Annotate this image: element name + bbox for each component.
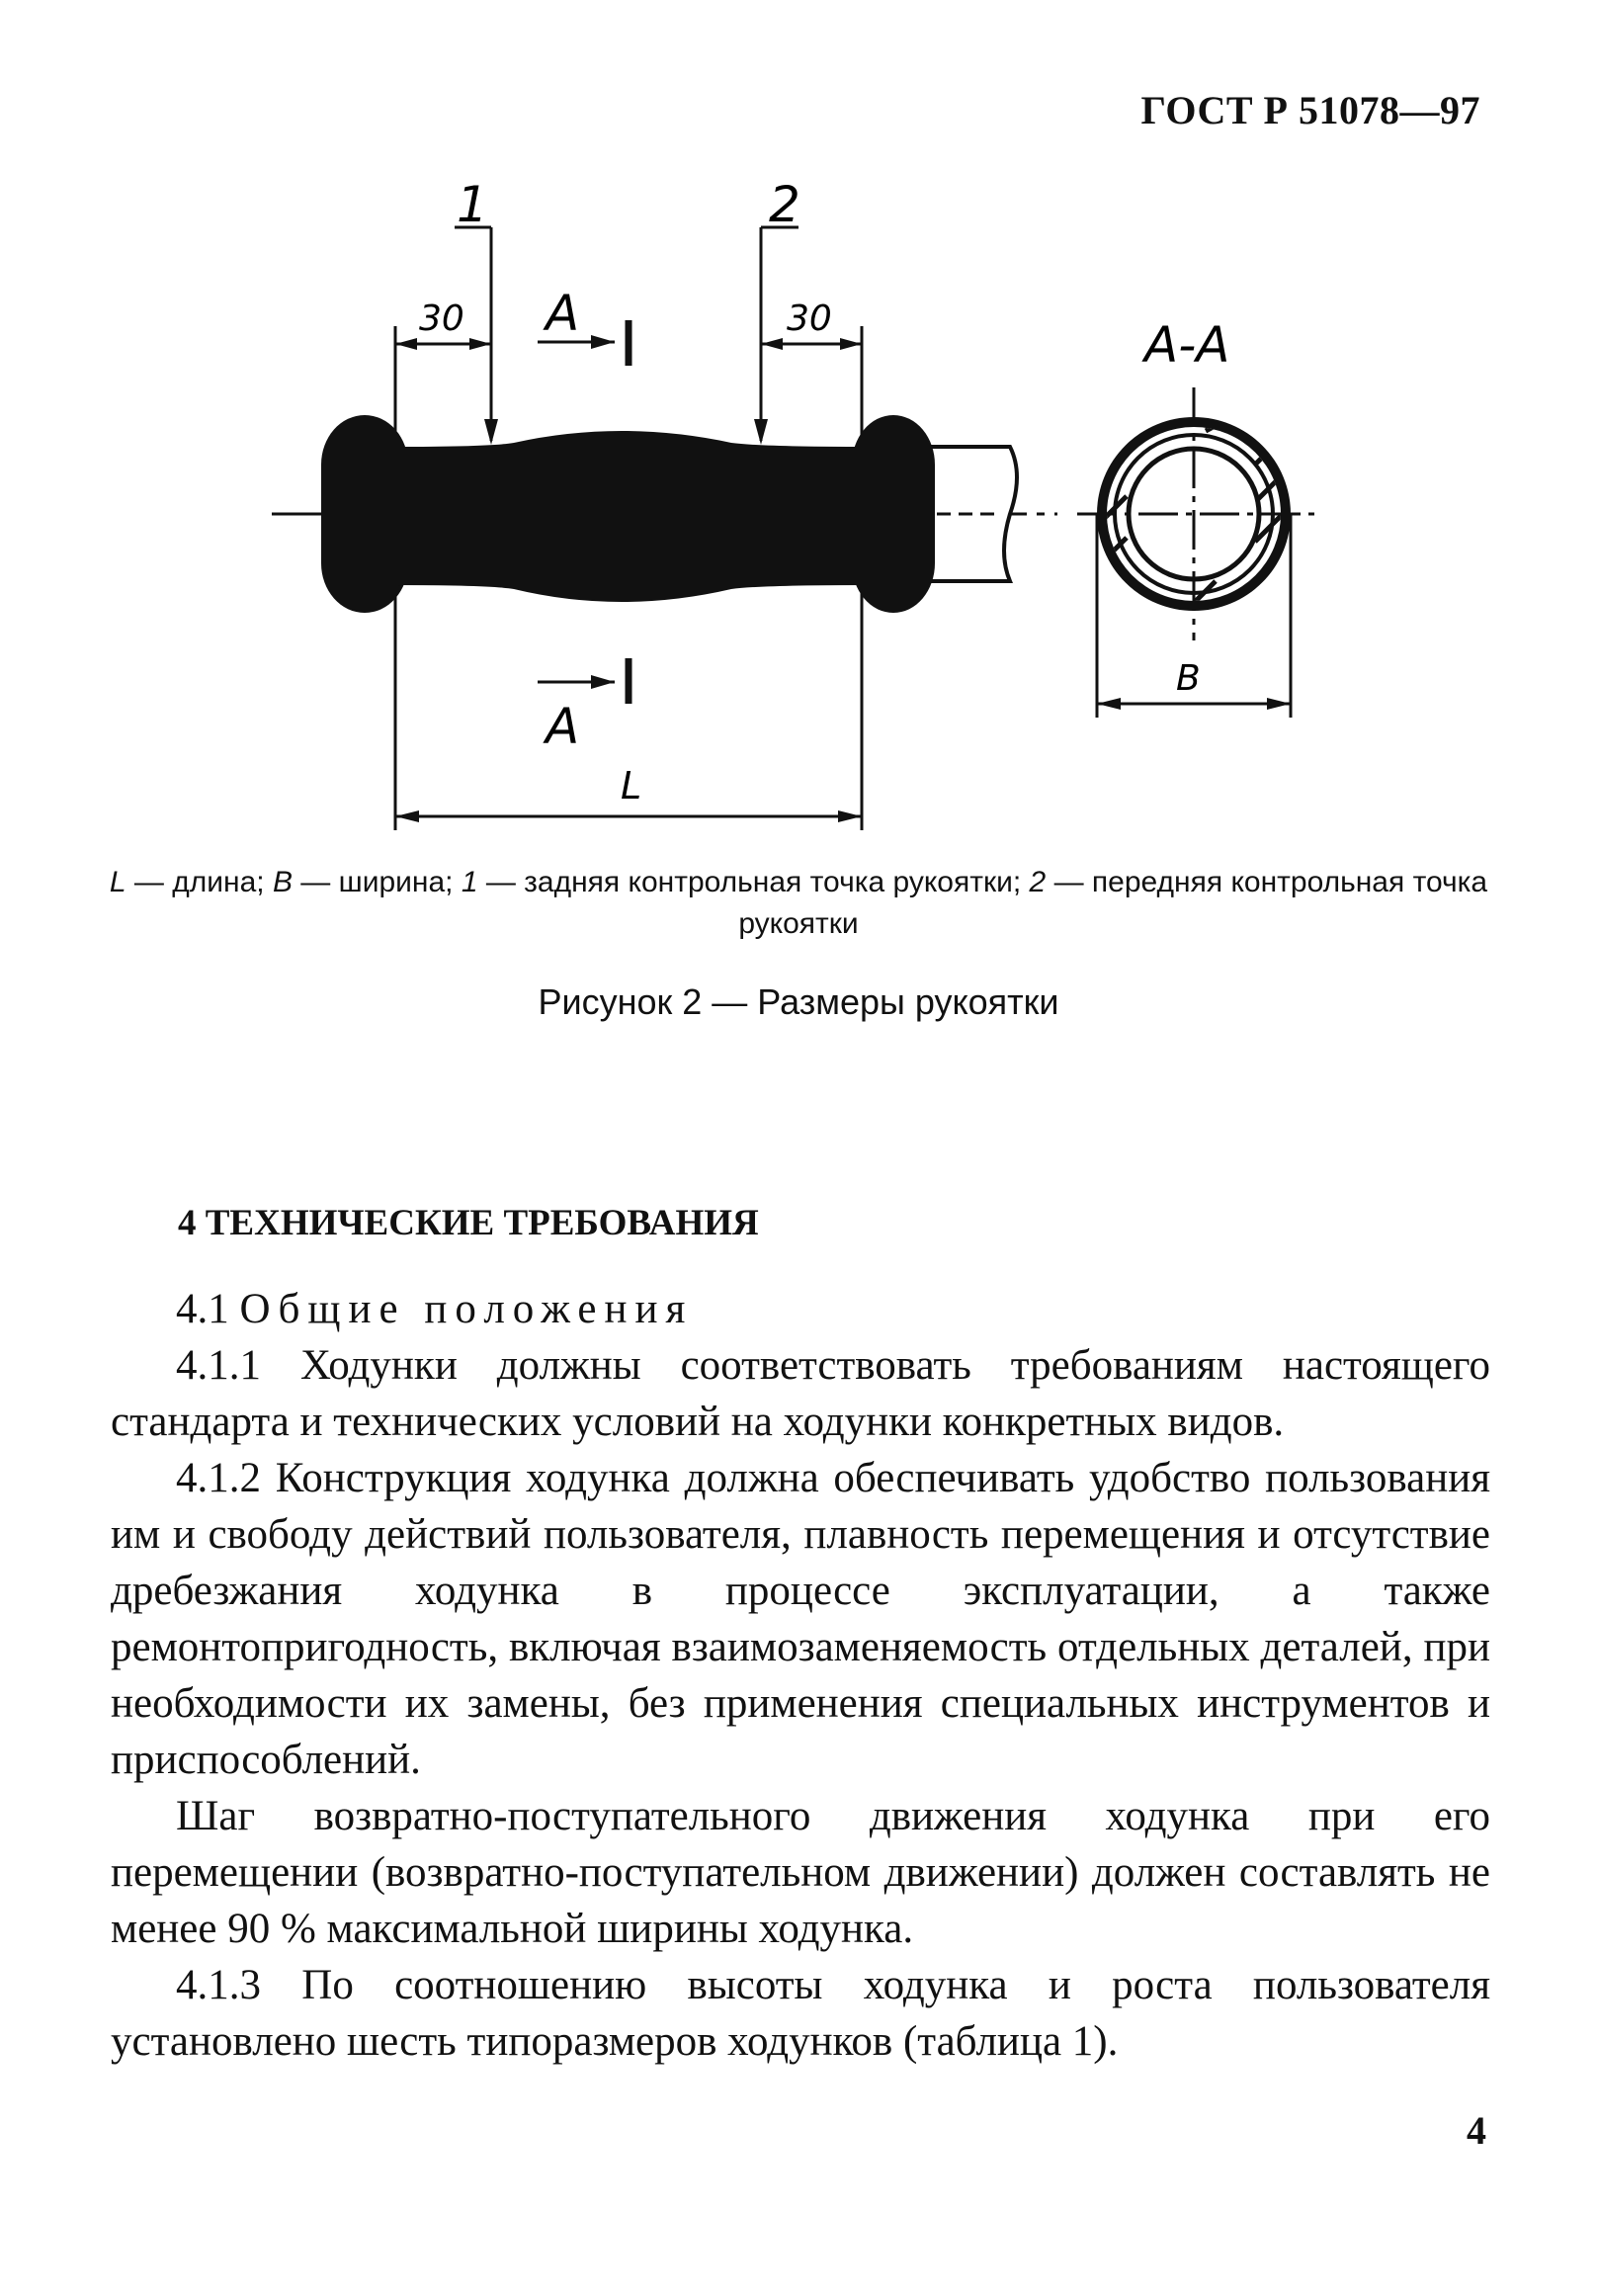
section-mark-top: A [546, 285, 580, 342]
legend-text-1: — задняя контрольная точка рукоятки; [477, 866, 1030, 898]
legend-symbol-B: B [272, 866, 293, 898]
legend-symbol-L: L [109, 866, 126, 898]
subsection-number: 4.1 [176, 1286, 240, 1332]
legend-symbol-1: 1 [461, 866, 478, 898]
callout-2-label: 2 [769, 176, 800, 233]
legend-text-B: — ширина; [292, 866, 462, 898]
section-body [111, 1281, 1490, 2070]
section-mark-bottom: A [546, 698, 580, 755]
cross-section-view [1077, 387, 1314, 640]
paragraph-4-1-1: 4.1.1 Ходунки должны соответствовать требованиям настоящего стандарта и технических условий на ходунки конкретных видов. [111, 1342, 1490, 1445]
legend-text-L: — длина; [126, 866, 273, 898]
document-id: ГОСТ Р 51078—97 [1140, 88, 1480, 132]
section-view-label: A-A [1144, 316, 1230, 374]
dim-30-right: 30 [787, 298, 832, 339]
section-heading: 4 ТЕХНИЧЕСКИЕ ТРЕБОВАНИЯ [178, 1203, 759, 1243]
page-number: 4 [1467, 2108, 1486, 2153]
dim-30-left: 30 [419, 298, 464, 339]
paragraph-step: Шаг возвратно-поступательного движения ходунка при его перемещении (возвратно-поступательном движении) должен составлять не менее 90 % максимальной ширины ходунка. [111, 1793, 1490, 1952]
paragraph-4-1-3: 4.1.3 По соотношению высоты ходунка и роста пользователя установлено шесть типоразмеров ходунков (таблица 1). [111, 1962, 1490, 2065]
dim-length-label: L [621, 764, 642, 808]
subsection-title-text: Общие положения [239, 1286, 694, 1332]
grip-body [395, 431, 866, 602]
legend-text-2: — передняя контрольная точка рукоятки [738, 866, 1488, 940]
callout-1-label: 1 [457, 176, 488, 233]
dim-width-label: B [1176, 658, 1201, 699]
handle-dimensions-figure [0, 0, 1597, 870]
figure-caption: Рисунок 2 — Размеры рукоятки [538, 981, 1059, 1022]
figure-legend [107, 862, 1490, 945]
legend-symbol-2: 2 [1029, 866, 1047, 898]
paragraph-4-1-2: 4.1.2 Конструкция ходунка должна обеспечивать удобство пользования им и свободу действий пользователя, плавность перемещения и отсутствие дребезжания ходунка в процессе эксплуатации, а также ремонтопригодность, включая взаимозаменяемость отдельных деталей, при необходимости их замены, без применения специальных инструментов и приспособлений. [111, 1455, 1490, 1783]
handle-drawing [0, 0, 1597, 870]
subsection-title [111, 1281, 1490, 1337]
